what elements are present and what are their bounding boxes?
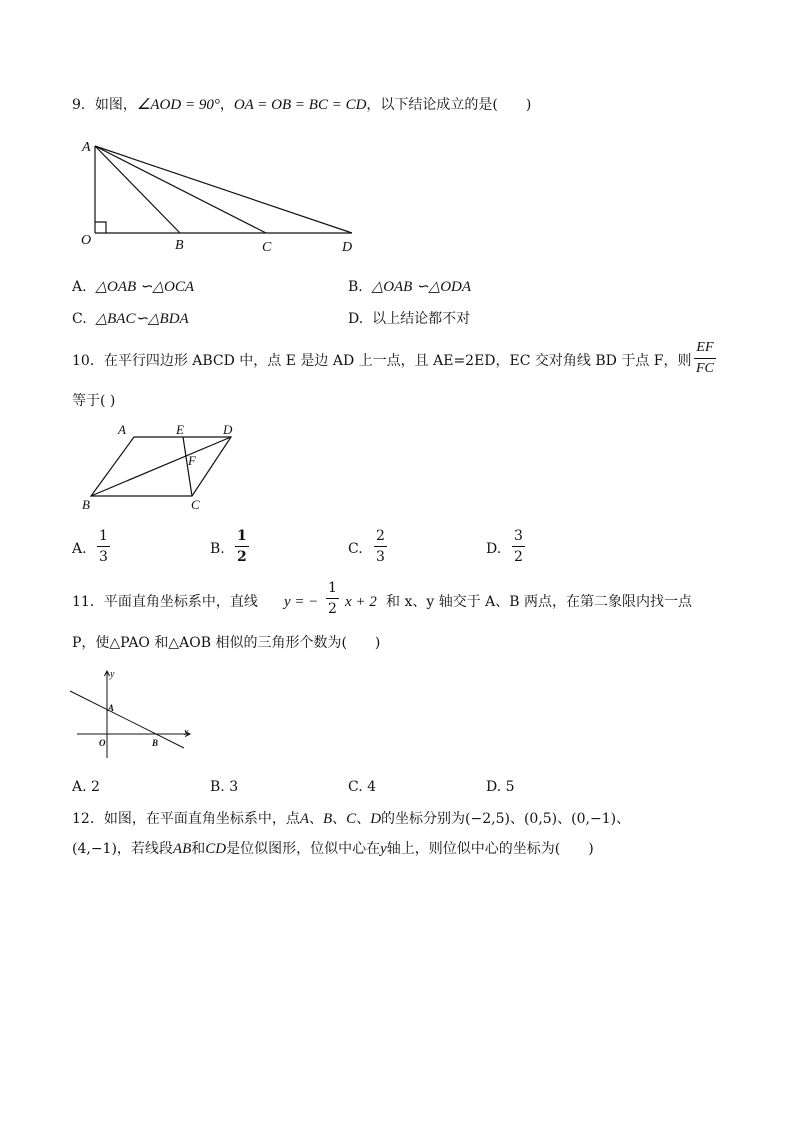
q10-option-a-fraction [97, 528, 110, 565]
q10-option-c-fraction [374, 528, 387, 565]
q9-option-a [72, 278, 194, 296]
q9-label-o: O [81, 233, 92, 248]
q11-figure [70, 668, 200, 763]
q9-option-d-key: D. [348, 311, 364, 327]
q10-option-a-num: 1 [99, 528, 108, 544]
q11-label-y: y [110, 669, 115, 680]
q10-option-d-num: 3 [514, 528, 523, 544]
q12-and: 和 [191, 841, 206, 857]
q9-label-c: C [262, 240, 272, 255]
q10-option-a-den: 3 [99, 549, 108, 565]
q10-option-b-fraction [235, 528, 249, 565]
q12-sep-1: 、 [309, 811, 323, 827]
q10-option-d-den: 2 [514, 549, 523, 565]
q9-segment-ab [95, 146, 180, 233]
q9-segment-ac [95, 146, 266, 233]
q11-equation-rhs: x + 2 [345, 594, 377, 610]
q9-option-a-text: △OAB ∽△OCA [95, 279, 195, 295]
q9-stem-suffix: ，以下结论成立的是( ) [366, 97, 532, 113]
q11-option-d-text: 5 [505, 779, 515, 795]
q11-option-c [348, 778, 376, 796]
q10-stem: 10．在平行四边形 ABCD 中，点 E 是边 AD 上一点，且 AE=2ED，EC 交对角线 BD 于点 F，则 [72, 353, 692, 369]
q9-option-c [72, 310, 189, 328]
q12-sep-4: 、 [509, 811, 524, 827]
q9-label-b: B [175, 238, 184, 253]
q9-option-d-text: 以上结论都不对 [372, 311, 471, 327]
q10-label-c: C [191, 497, 200, 512]
q11-stem-line2: P，使△PAO 和△AOB 相似的三角形个数为( ) [72, 635, 381, 651]
q9-option-c-key: C. [72, 311, 87, 327]
q12-line2 [72, 840, 594, 858]
q9-figure [78, 136, 378, 256]
q10-label-e: E [176, 422, 184, 437]
q10-option-d-key: D. [486, 541, 502, 557]
q12-sep-3: 、 [356, 811, 371, 827]
q11-label-a: A [108, 703, 115, 713]
q10-label-f: F [188, 453, 196, 468]
q9-stem [72, 96, 531, 114]
q10-option-c-num: 2 [376, 528, 385, 544]
q10-option-a [72, 540, 87, 558]
q11-equation-den: 2 [328, 601, 337, 617]
q12-axis-name: y [380, 841, 387, 857]
q11-label-b: B [152, 738, 159, 748]
q10-option-d-fraction [512, 528, 525, 565]
q9-angle-condition: ∠AOD = 90° [136, 97, 220, 113]
q11-option-a-key: A. [72, 779, 87, 795]
q10-option-c-den: 3 [376, 549, 385, 565]
q12-line2-prefix: ，若线段 [116, 841, 173, 857]
q11-option-a [72, 778, 100, 796]
q11-equation-fraction [326, 580, 339, 617]
q9-option-b-text: △OAB ∽△ODA [371, 279, 472, 295]
q11-option-c-text: 4 [367, 779, 377, 795]
q11-option-d [486, 778, 515, 796]
q10-label-b: B [82, 497, 90, 512]
q9-option-c-text: △BAC∽△BDA [95, 311, 189, 327]
q10-ratio-fraction [694, 340, 716, 377]
q12-segment-cd: CD [205, 841, 227, 857]
q12-point-d: D [370, 811, 382, 827]
q11-stem-prefix: 11．平面直角坐标系中，直线 [72, 594, 258, 610]
q11-option-a-text: 2 [91, 779, 100, 795]
q12-sep-5: 、 [557, 811, 572, 827]
q10-option-b [210, 540, 225, 558]
q12-coord-d: (4,−1) [72, 841, 117, 857]
q10-ratio-denominator: FC [696, 361, 714, 376]
q10-label-a: A [118, 422, 126, 437]
q10-label-d: D [223, 422, 233, 437]
q9-label-d: D [342, 240, 353, 255]
q11-option-b-key: B. [210, 779, 225, 795]
q12-point-b: B [323, 811, 333, 827]
q11-stem-suffix: 和 x、y 轴交于 A、B 两点，在第二象限内找一点 [386, 594, 693, 610]
q11-option-d-key: D. [486, 779, 502, 795]
q10-option-c-key: C. [348, 541, 363, 557]
q10-option-b-den: 2 [237, 549, 247, 565]
q10-option-b-key: B. [210, 541, 225, 557]
q9-option-a-key: A. [72, 279, 87, 295]
q12-sep-2: 、 [332, 811, 347, 827]
q11-equation-num: 1 [328, 580, 337, 596]
q11-line [70, 691, 184, 748]
q9-segment-ad [95, 146, 352, 233]
q12-line1-mid: 的坐标分别为 [381, 811, 466, 827]
q11-option-b-text: 3 [229, 779, 239, 795]
q11-option-b [210, 778, 238, 796]
q9-option-b-key: B. [348, 279, 363, 295]
q10-ratio-numerator: EF [696, 340, 714, 355]
q9-label-a: A [82, 140, 91, 155]
q12-line1 [72, 810, 630, 828]
q11-option-c-key: C. [348, 779, 363, 795]
q11-equation-lhs: y = − [284, 594, 319, 610]
q12-sep-6: 、 [616, 811, 631, 827]
q10-stem-line2: 等于( ) [72, 393, 116, 409]
q9-stem-prefix: 9．如图， [72, 97, 137, 113]
q10-option-a-key: A. [72, 541, 87, 557]
q9-right-angle-mark [95, 222, 106, 233]
q9-separator: ， [219, 97, 234, 113]
q11-label-o: O [99, 738, 106, 748]
q9-equal-condition: OA = OB = BC = CD [233, 97, 367, 113]
q12-point-a: A [299, 811, 309, 827]
q12-line1-prefix: 12．如图，在平面直角坐标系中，点 [72, 811, 300, 827]
q10-figure [80, 420, 250, 515]
q9-option-d [348, 310, 470, 328]
q12-coord-a: (−2,5) [465, 811, 510, 827]
q9-option-b [348, 278, 471, 296]
q12-coord-c: (0,−1) [571, 811, 617, 827]
q10-option-d [486, 540, 501, 558]
q11-label-x: x [184, 727, 189, 738]
q10-option-b-num: 1 [237, 528, 247, 544]
q12-segment-ab: AB [172, 841, 192, 857]
q12-line2-suffix: 轴上，则位似中心的坐标为( ) [386, 841, 594, 857]
q12-point-c: C [346, 811, 357, 827]
q12-line2-mid: 是位似图形，位似中心在 [226, 841, 381, 857]
q12-coord-b: (0,5) [523, 811, 558, 827]
q10-option-c [348, 540, 363, 558]
